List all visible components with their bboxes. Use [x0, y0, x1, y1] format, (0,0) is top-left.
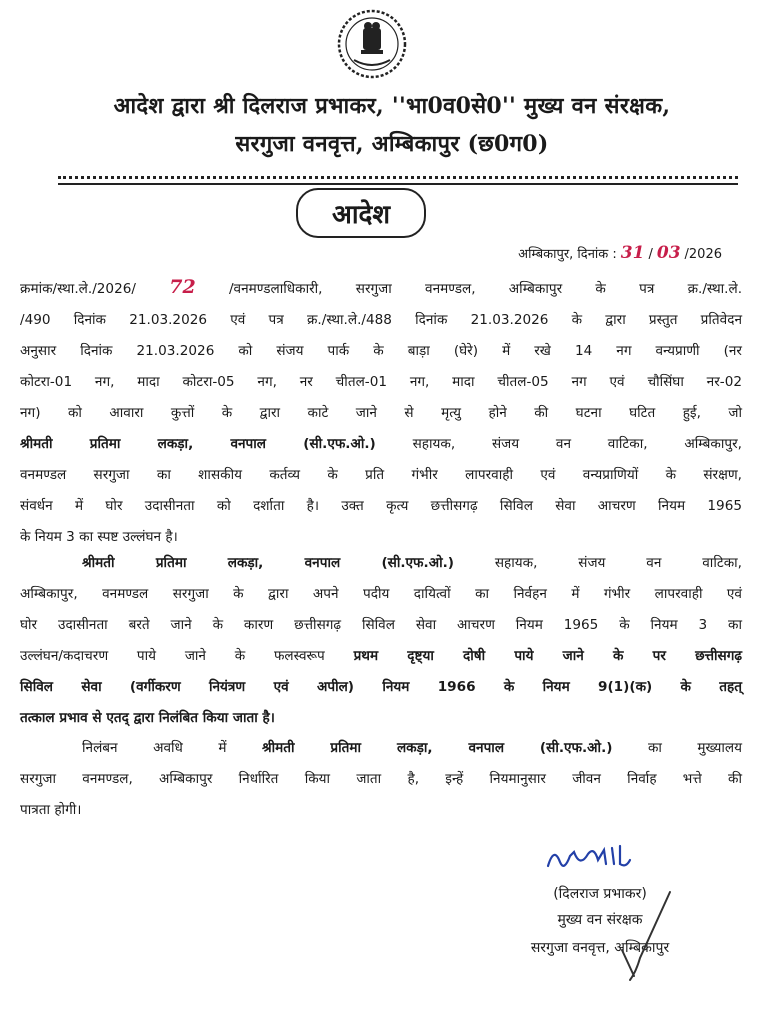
issuer-heading-line2: सरगुजा वनवृत्त, अम्बिकापुर (छ0ग0) — [235, 131, 549, 157]
employee-name-bold: श्रीमती प्रतिमा लकड़ा, वनपाल (सी.एफ.ओ.) — [261, 740, 613, 756]
para2-line1 — [82, 552, 742, 571]
para3-line1 — [82, 737, 742, 756]
reference-number: 72 — [169, 276, 196, 298]
para2-line4-plain: उल्लंघन/कदाचरण पाये जाने के फलस्वरूप — [20, 648, 354, 664]
date-year: /2026 — [684, 247, 722, 262]
pen-mark — [600, 888, 684, 984]
date-prefix: अम्बिकापुर, दिनांक : — [518, 247, 617, 262]
para3-line3: पात्रता होगी। — [20, 802, 82, 818]
para2-line1-rest: सहायक, संजय वन वाटिका, — [453, 555, 742, 571]
para1-line5: नग) को आवारा कुत्तों के द्वारा काटे जाने से मृत्यु होने की घटना घटित हुई, जो — [20, 405, 742, 421]
reference-suffix: /वनमण्डलाधिकारी, सरगुजा वनमण्डल, अम्बिकापुर के पत्र क्र./स्था.ले. — [228, 281, 743, 297]
para1-line2: /490 दिनांक 21.03.2026 एवं पत्र क्र./स्था.ले./488 दिनांक 21.03.2026 के द्वारा प्रस्तुत प्रतिवेदन — [20, 312, 742, 328]
para2-line2: अम्बिकापुर, वनमण्डल सरगुजा के द्वारा अपने पदीय दायित्वों का निर्वहन में गंभीर लापरवाही एवं — [20, 586, 742, 602]
para1-line9: के नियम 3 का स्पष्ट उल्लंघन है। — [20, 529, 178, 545]
para3-line1-rest: का मुख्यालय — [612, 740, 742, 756]
order-title-badge: आदेश — [296, 188, 426, 238]
signatory-designation: मुख्य वन संरक्षक — [557, 912, 643, 928]
date-month: 03 — [656, 243, 681, 263]
reference-prefix: क्रमांक/स्था.ले./2026/ — [20, 281, 136, 297]
para1-line4: कोटरा-01 नग, मादा कोटरा-05 नग, नर चीतल-01 नग, मादा चीतल-05 नग एवं चौसिंघा नर-02 — [20, 374, 742, 390]
signatory-name: (दिलराज प्रभाकर) — [553, 886, 647, 902]
para1-line8: संवर्धन में घोर उदासीनता को दर्शाता है। उक्त कृत्य छत्तीसगढ़ सिविल सेवा आचरण नियम 1965 — [20, 498, 742, 514]
para1-line6 — [20, 433, 742, 452]
para2-line4 — [20, 645, 742, 664]
header-divider-solid — [58, 183, 738, 185]
employee-name-bold: श्रीमती प्रतिमा लकड़ा, वनपाल (सी.एफ.ओ.) — [20, 436, 376, 452]
signatory-office: सरगुजा वनवृत्त, अम्बिकापुर — [530, 940, 670, 956]
para2-line5: सिविल सेवा (वर्गीकरण नियंत्रण एवं अपील) नियम 1966 के नियम 9(1)(क) के तहत् — [20, 679, 742, 695]
issuer-heading-line1: आदेश द्वारा श्री दिलराज प्रभाकर, ''भा0व0से0'' मुख्य वन संरक्षक, — [113, 93, 671, 119]
handwritten-signature — [540, 838, 636, 876]
para2-line3: घोर उदासीनता बरते जाने के कारण छत्तीसगढ़ सिविल सेवा आचरण नियम 1965 के नियम 3 का — [20, 617, 742, 633]
para3-line2: सरगुजा वनमण्डल, अम्बिकापुर निर्धारित किया जाता है, इन्हें नियमानुसार जीवन निर्वाह भत्ते की — [20, 771, 742, 787]
header-divider-dotted — [58, 176, 738, 179]
para1-line6-rest: सहायक, संजय वन वाटिका, अम्बिकापुर, — [375, 436, 742, 452]
order-date — [518, 243, 722, 263]
date-separator: / — [648, 247, 653, 262]
state-emblem-seal — [334, 8, 410, 80]
para3-line1-plain: निलंबन अवधि में — [82, 740, 262, 756]
para2-line6: तत्काल प्रभाव से एतद् द्वारा निलंबित किया जाता है। — [20, 710, 275, 726]
date-day: 31 — [620, 243, 645, 263]
para1-line3: अनुसार दिनांक 21.03.2026 को संजय पार्क के बाड़ा (घेरे) में रखे 14 नग वन्यप्राणी (नर — [20, 343, 742, 359]
employee-name-bold: श्रीमती प्रतिमा लकड़ा, वनपाल (सी.एफ.ओ.) — [82, 555, 454, 571]
para1-line7: वनमण्डल सरगुजा का शासकीय कर्तव्य के प्रति गंभीर लापरवाही एवं वन्यप्राणियों के संरक्षण, — [20, 467, 742, 483]
para2-line4-bold: प्रथम दृष्ट्या दोषी पाये जाने के पर छत्तीसगढ़ — [353, 648, 743, 664]
reference-line — [20, 276, 742, 298]
